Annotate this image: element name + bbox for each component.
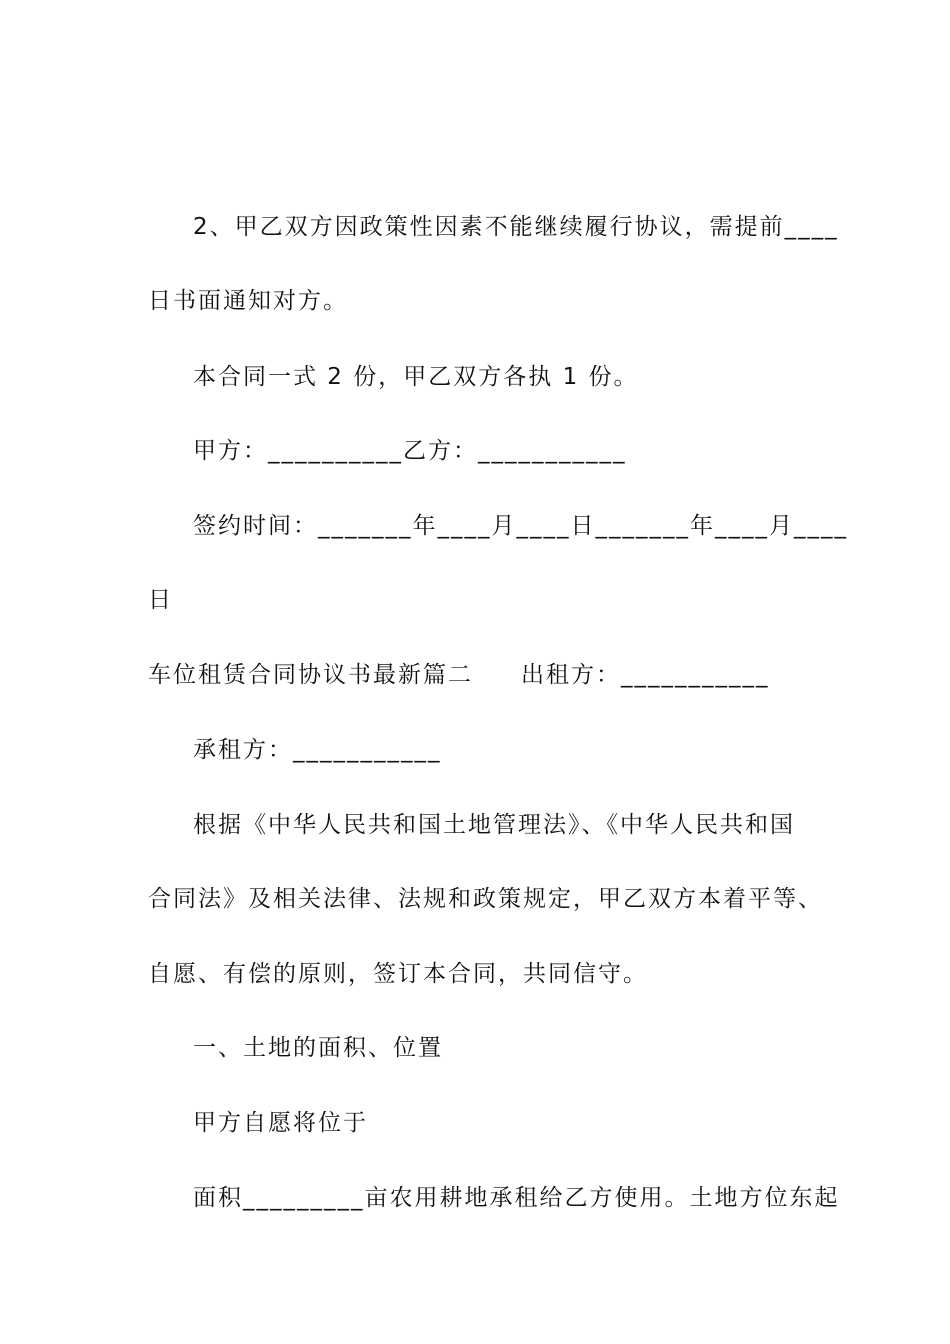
paragraph-line: 2、甲乙双方因政策性因素不能继续履行协议，需提前____ [193, 214, 839, 240]
paragraph-line: 日 [148, 587, 173, 613]
section-title: 车位租赁合同协议书最新篇二 [148, 662, 473, 688]
paragraph-line: 自愿、有偿的原则，签订本合同，共同信守。 [148, 961, 648, 987]
lessee-field: 承租方：___________ [193, 737, 442, 763]
paragraph-line: 日书面通知对方。 [148, 288, 348, 314]
lessor-field: 出租方：___________ [521, 662, 770, 688]
paragraph-line: 甲方自愿将位于 [193, 1110, 368, 1136]
section-title-line [148, 660, 770, 690]
paragraph-line: 本合同一式 2 份，甲乙双方各执 1 份。 [193, 364, 639, 390]
signature-line: 甲方：__________乙方：___________ [193, 438, 627, 464]
paragraph-line: 根据《中华人民共和国土地管理法》、《中华人民共和国 [193, 812, 795, 838]
paragraph-line: 合同法》及相关法律、法规和政策规定，甲乙双方本着平等、 [148, 886, 823, 912]
clause-heading: 一、土地的面积、位置 [193, 1035, 443, 1061]
signing-date-line: 签约时间：_______年____月____日_______年____月____ [193, 513, 848, 539]
paragraph-line: 面积_________亩农用耕地承租给乙方使用。土地方位东起 [193, 1185, 840, 1211]
